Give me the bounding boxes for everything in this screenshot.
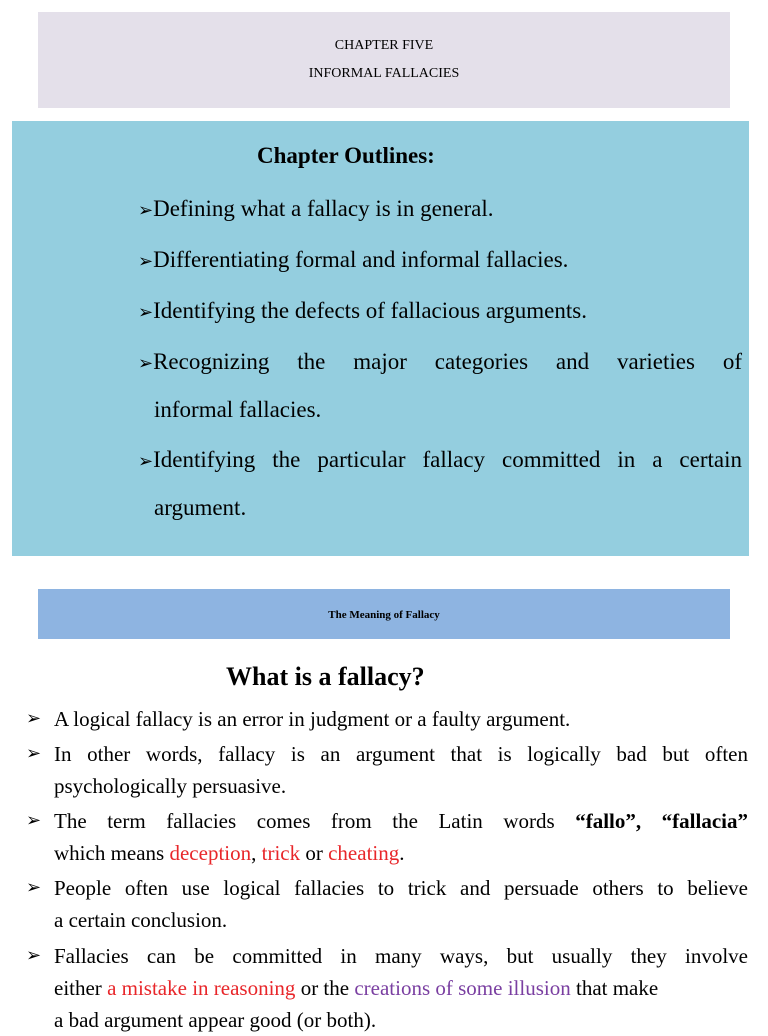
- list-item: ➢ In other words, fallacy is an argument that is logically bad but often psychologically persuasive.: [26, 738, 748, 802]
- arrow-bullet-icon: ➢: [138, 451, 154, 472]
- outline-item: ➢Defining what a fallacy is in general.: [138, 196, 494, 221]
- chapter-number: CHAPTER FIVE: [334, 38, 434, 53]
- outline-item: ➢Differentiating formal and informal fallacies.: [138, 247, 569, 272]
- arrow-bullet-icon: ➢: [138, 353, 154, 374]
- chapter-outline-box: [12, 121, 749, 556]
- outline-item: ➢Identifying the defects of fallacious arguments.: [138, 298, 587, 323]
- chapter-header: [38, 12, 730, 108]
- list-item: ➢ Fallacies can be committed in many ways, but usually they involve either a mistake in reasoning or the creations of some illusion that make a bad argument appear good (or both).: [26, 940, 748, 1036]
- arrow-bullet-icon: ➢: [26, 945, 42, 966]
- outline-title: Chapter Outlines:: [257, 143, 435, 168]
- arrow-bullet-icon: ➢: [138, 302, 154, 323]
- arrow-bullet-icon: ➢: [138, 251, 154, 272]
- arrow-bullet-icon: ➢: [26, 708, 42, 729]
- arrow-bullet-icon: ➢: [26, 810, 42, 831]
- list-item: ➢ People often use logical fallacies to trick and persuade others to believe a certain conclusion.: [26, 872, 748, 936]
- outline-item: ➢Recognizing the major categories and varieties of informal fallacies.: [138, 349, 742, 422]
- list-item: ➢ The term fallacies comes from the Latin words “fallo”, “fallacia” which means deception, trick or cheating.: [26, 805, 748, 869]
- list-item: ➢ A logical fallacy is an error in judgment or a faulty argument.: [26, 703, 748, 735]
- arrow-bullet-icon: ➢: [26, 877, 42, 898]
- chapter-title: INFORMAL FALLACIES: [308, 66, 460, 81]
- arrow-bullet-icon: ➢: [138, 200, 154, 221]
- section-banner: The Meaning of Fallacy: [38, 589, 730, 639]
- outline-item: ➢Identifying the particular fallacy committed in a certain argument.: [138, 447, 742, 520]
- section-heading: What is a fallacy?: [226, 662, 425, 691]
- arrow-bullet-icon: ➢: [26, 743, 42, 764]
